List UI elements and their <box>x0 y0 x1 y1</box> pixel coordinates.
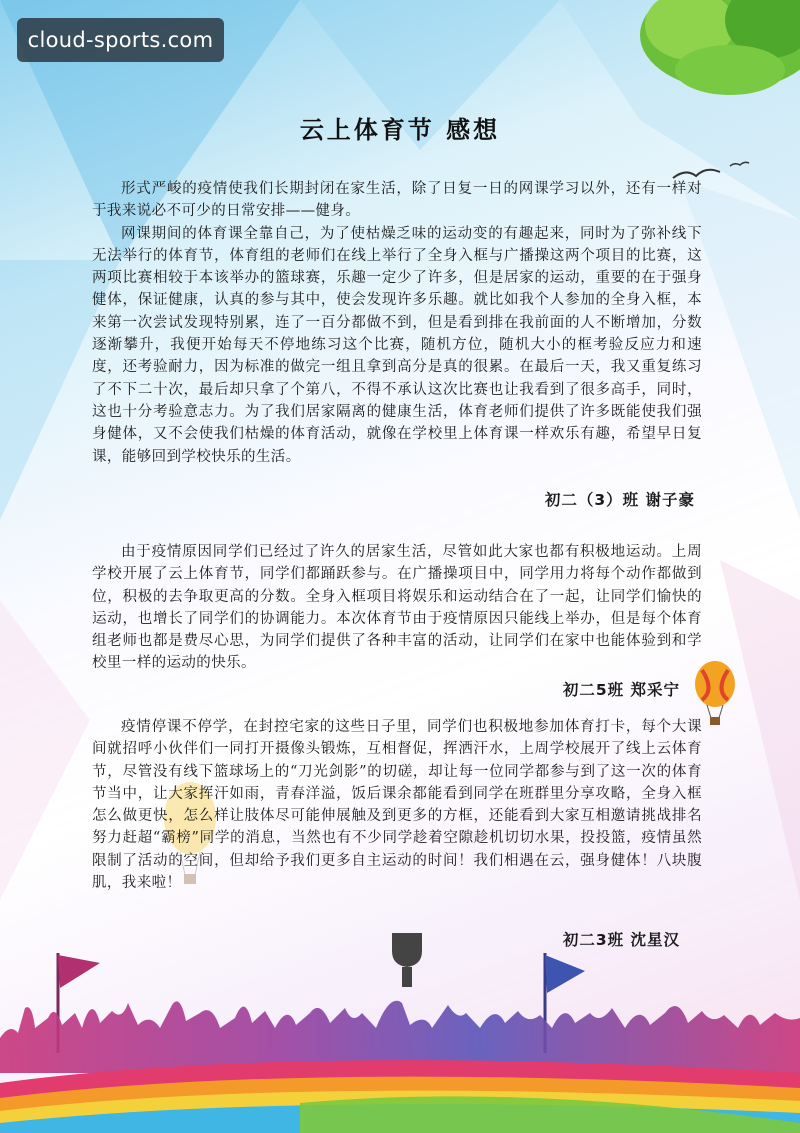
essay-paragraph: 网课期间的体育课全靠自己，为了使枯燥乏味的运动变的有趣起来，同时为了弥补线下无法举行的体育节，体育组的老师们在线上举行了全身入框与广播操这两个项目的比赛，这两项比赛相较于本该举办的篮球赛，乐趣一定少了许多，但是居家的运动，重要的在于强身健体，保证健康，认真的参与其中，使会发现许多乐趣。就比如我个人参加的全身入框，本来第一次尝试发现特别累，连了一百分都做不到，但是看到排在我前面的人不断增加，分数逐渐攀升，我便开始每天不停地练习这个比赛，随机方位，随机大小的框考验反应力和速度，还考验耐力，因为标准的做完一组且拿到高分是真的很累。在最后一天，我又重复练习了不下二十次，最后却只拿了个第八，不得不承认这次比赛也让我看到了很多高手，同时，这也十分考验意志力。为了我们居家隔离的健康生活，体育老师们提供了许多既能使我们强身健体，又不会使我们枯燥的体育活动，就像在学校里上体育课一样欢乐有趣，希望早日复课，能够回到学校快乐的生活。 <box>92 225 702 465</box>
essay-section-1 <box>92 178 702 468</box>
watermark-badge: cloud-sports.com <box>17 18 224 62</box>
essay-paragraph: 形式严峻的疫情使我们长期封闭在家生活，除了日复一日的网课学习以外，还有一样对于我来说必不可少的日常安排——健身。 <box>92 181 702 220</box>
tree-illustration <box>610 0 800 115</box>
author-signature: 初二（3）班 谢子豪 <box>544 491 695 509</box>
essay-paragraph: 疫情停课不停学，在封控宅家的这些日子里，同学们也积极地参加体育打卡，每个大课间就招呼小伙伴们一同打开摄像头锻炼，互相督促，挥洒汗水，上周学校展开了线上云体育节，尽管没有线下篮球场上的“刀光剑影”的切磋，却让每一位同学都参与到了这一次的体育节当中，让大家挥汗如雨，青春洋溢，饭后课余都能看到同学在班群里分享攻略，全身入框怎么做更快，怎么样让肢体尽可能伸展触及到更多的方框，还能看到大家互相邀请挑战排名努力赶超“霸榜”同学的消息，当然也有不少同学趁着空隙趁机切切水果，投投篮，疫情虽然限制了活动的空间，但却给予我们更多自主运动的时间！我们相遇在云，强身健体！八块腹肌，我来啦！ <box>92 719 702 892</box>
essay-section-2 <box>92 541 702 675</box>
author-signature: 初二3班 沈星汉 <box>562 931 680 949</box>
page-title: 云上体育节 感想 <box>299 116 501 144</box>
essay-paragraph: 由于疫情原因同学们已经过了许久的居家生活，尽管如此大家也都有积极地运动。上周学校开展了云上体育节，同学们都踊跃参与。在广播操项目中，同学用力将每个动作都做到位，积极的去争取更高的分数。全身入框项目将娱乐和运动结合在了一起，让同学们愉快的运动，也增长了同学们的协调能力。本次体育节由于疫情原因只能线上举办，但是每个体育组老师也都是费尽心思，为同学们提供了各种丰富的活动，让同学们在家中也能体验到和学校里一样的运动的快乐。 <box>92 544 702 672</box>
author-signature: 初二5班 郑采宁 <box>562 681 680 699</box>
essay-section-3 <box>92 716 702 894</box>
crowd-silhouette-illustration <box>0 933 800 1133</box>
